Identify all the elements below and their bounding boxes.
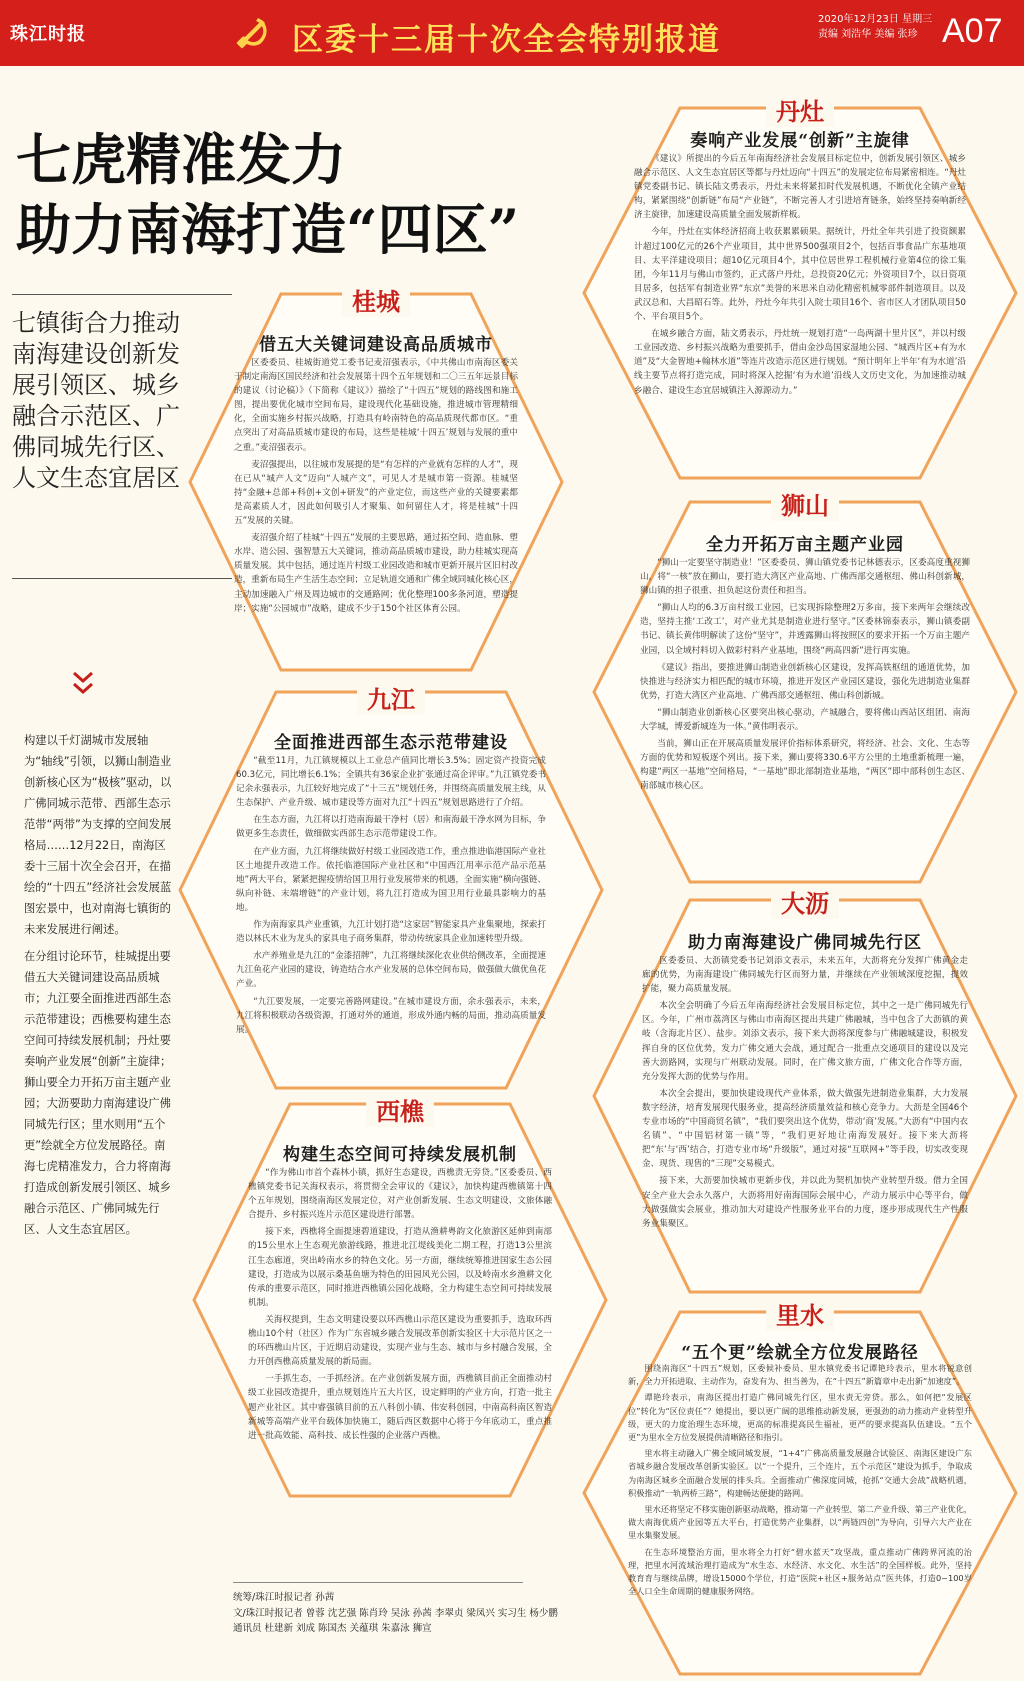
section-town-name: 丹灶 (766, 92, 834, 127)
section-body (234, 356, 518, 619)
section-shishan (590, 491, 1020, 886)
header-title: 区委十三届十次全会特别报道 (292, 22, 721, 58)
subheadline: 七镇街合力推动南海建设创新发展引领区、城乡融合示范区、广佛同城先行区、人文生态宜居区 (12, 309, 180, 492)
byline-correspondents: 通讯员 杜建新 刘成 陈国杰 关蕴琪 朱嘉泳 狮宣 (233, 1623, 432, 1634)
section-paragraph: 围绕南海区“十四五”规划，区委候补委员、里水镇党委书记谭艳玲表示，里水将锐意创新，全力开拓进取、主动作为，奋发有为、担当善为，在“十四五”新篇章中走出新“加速度”。 (628, 1363, 972, 1387)
main-headline (16, 125, 556, 265)
section-title: 构建生态空间可持续发展机制 (283, 1145, 517, 1165)
section-paragraph: 接下来，西樵将全面提速碧道建设，打造从渔耕粤韵文化旅游区延伸到南部的15公里水上生态观光旅游线路，推进北江堤线美化二期工程，打造13公里滨江生态廊道，突出岭南水乡的特色文化。另一方面，继续统筹推进国家生态公园建设，打造成为以展示桑基鱼塘为特色的田园风光公园，以及岭南水乡渔耕文化传承的重要示范区，同时推进西樵镇公园化战略，全力构建生态空间可持续发展机制。 (248, 1227, 552, 1308)
section-paragraph: 水产养殖业是九江的“金漆招牌”，九江将继续深化农业供给侧改革，全面提速九江鱼花产业园的建设，铸造结合水产业发展的总体空间布局，做强做大做优鱼花产业。 (236, 951, 546, 990)
section-paragraph: 在产业方面，九江将继续做好村级工业园改造工作，重点推进临港国际产业社区土地提升改造工作。依托临港国际产业社区和“中国西江用率示范产品示范基地”两大平台，紧紧把握疫情给国卫用行业发展带来的机遇，全面实施“横向强链、纵向补链、末端增链”的产业计划，将九江打造成为国卫用行业最具影响力的基地。 (236, 846, 546, 913)
section-body (634, 152, 966, 401)
byline-reporters: 文/珠江时报记者 曾蓉 沈艺强 陈肖玲 吴泳 孙茜 李翠贞 梁凤兴 实习生 杨少鹏 (233, 1607, 558, 1619)
section-town-name: 西樵 (366, 1092, 434, 1127)
section-body (642, 954, 968, 1234)
header-meta (818, 12, 932, 42)
section-paragraph: 里水将主动融入广佛全域同城发展，“1+4”广佛高质量发展融合试验区、南海区建设广东省城乡融合发展改革创新实验区。以“一个提升，三个连片，五个示范区”建设为抓手，争取成为南海区城乡全面融合发展的排头兵。全面推动广佛深度同城，抢抓“交通大会战”战略机遇，积极推动“一轨两桥三路”，构建畅达便捷的路网。 (628, 1448, 972, 1498)
section-paragraph: “作为佛山市首个森林小镇，抓好生态建设，西樵责无旁贷。”区委委员、西樵镇党委书记关海权表示，将贯彻全会审议的《建议》，加快构建西樵镇第十四个五年规划，围绕南海区发展定位，对产业创新发展、生态文明建设、文旅体融合提升、乡村振兴连片示范区建设进行部署。 (248, 1168, 552, 1221)
section-paragraph: 《建议》指出，要推进狮山制造业创新核心区建设，发挥高铁枢纽的通道优势，加快推进与经济实力相匹配的城市环境，推进开发区产业园区建设，强化先进制造业集群优势，打造大湾区产业高地、广佛西部交通枢纽、佛山科创新城。 (640, 662, 970, 701)
section-town-name: 九江 (357, 680, 425, 715)
section-paragraph: 本次全会明确了今后五年南海经济社会发展目标定位，其中之一是广佛同城先行区。今年，广州市荔湾区与佛山市南海区提出共建广佛融城，当中包含了大沥镇的黄岐（含海北片区）、盐步。刘添文表示，接下来大沥将深度参与广佛融城建设，积极发挥自身的区位优势，发力广佛交通大会战，通过配合一批重点交通项目的建设以及完善大沥路网，实现与广州联动发展。同时，在广佛文旅方面，广佛文化合作等方面，充分发挥大沥的优势与作用。 (642, 1001, 968, 1082)
byline (233, 1590, 653, 1637)
section-body (248, 1166, 552, 1446)
byline-rule (233, 1582, 523, 1583)
section-body (236, 754, 546, 1040)
byline-coordinator: 统筹/珠江时报记者 孙茜 (233, 1592, 335, 1603)
section-town-name: 大沥 (771, 884, 839, 919)
section-paragraph: “狮山人均的6.3万亩村级工业园，已实现拆除整理2万多亩，接下来两年会继续改造，坚持主推‘工改工’，对产业尤其是制造业进行坚守。”区委林锦泰表示，狮山镇委副书记、镇长黄伟明解读了这份“坚守”，并透露狮山将按照区的要求开拓一个万亩主题产业园，以全域村料切入做彩村料产业基地，围绕“两高四新”进行再实施。 (640, 603, 970, 656)
lead-paragraph-2: 在分组讨论环节，桂城提出要借五大关键词建设高品质城市；九江要全面推进西部生态示范带建设；西樵要构建生态空间可持续发展机制；丹灶要奏响产业发展“创新”主旋律；狮山要全力开拓万亩主题产业园；大沥要助力南海建设广佛同城先行区；里水则用“五个更”绘就全方位发展路径。南海七虎精准发力，合力将南海打造成创新发展引领区、城乡融合示范区、广佛同城先行区、人文生态宜居区。 (24, 950, 172, 1236)
header-banner (0, 0, 1024, 66)
section-xiqiao (190, 1097, 610, 1500)
section-paragraph: 本次全会提出，要加快建设现代产业体系，做大做强先进制造业集群，大力发展数字经济，培育发展现代服务业，提高经济质量效益和核心竞争力。大沥是全国46个专业市场的“中国商贸名镇”，“我们要突出这个优势，带动‘商’发展。”大沥有“中国内衣名镇”、“中国铝材第一镇”等，“我们更好地让南海发展好。接下来大沥将把“东’与‘西’结合，打造专业市场“升级版”，通过对接“互联网+”等手段，切实改变现金、现货、现售的“三现”交易模式。 (642, 1088, 968, 1170)
section-danzao (580, 97, 1020, 482)
section-paragraph: “狮山一定要坚守制造业！”区委委员、狮山镇党委书记林德表示，区委高度重视狮山，将“一核”放在狮山，要打造大湾区产业高地、广佛西部交通枢纽、佛山科创新城，狮山镇的担子很重、担负起这份责任和担当。 (640, 558, 970, 597)
section-paragraph: 在生态方面，九江将以打造南海最干净村（居）和南海最干净水网为目标，争做更多生态责任，做细做实西部生态示范带建设工作。 (236, 815, 546, 840)
section-paragraph: “狮山制造业创新核心区要突出核心驱动，产城融合，要将佛山西站区组团、南海大学城，博爱新城连为一体。”黄伟明表示。 (640, 707, 970, 733)
party-emblem-icon (232, 10, 274, 52)
section-paragraph: 麦沼强介绍了桂城“十四五”发展的主要思路，通过拓空间、造血脉、塑水岸、造公园、强智慧五大关键词，推动高品质城市建设，助力桂城实现高质量发展。其中包括，通过连片村级工业园改造和城市更新开展片区旧村改造，重新布局生产生活生态空间；立足轨道交通和广佛全域同城化核心区，主动加速融入广州及周边城市的交通路网；优化整理100多条河道，塑造提岸；实施“公园城市”战略，建成不少于150个社区体育公园。 (234, 533, 518, 614)
double-chevron-down-icon (71, 670, 95, 700)
section-jiujiang (176, 685, 606, 1092)
section-paragraph: 接下来，大沥要加快城市更新步伐，并以此为契机加快产业转型升级。借力全国安全产业大会永久落户，大沥将用好南海国际会展中心，产动力展示中心等平台，做大做强做实会展业，推动加大对建设产性服务业平台的力度，逐步形成现代生产性服务业集聚区。 (642, 1176, 968, 1229)
section-paragraph: 在城乡融合方面，陆文勇表示，丹灶统一规划打造“一岛两湖十里片区”，并以村级工业园改造、乡村振兴战略为重要抓手，借由金沙岛国家湿地公园、“城西片区+有为水道”及“大金智地+翰林水道”等连片改造示范区进行规划。“预计明年上半年‘有为水道’沿线主要节点将打造完成，同时将深入挖掘‘有为水道’沿线人文历史文化，为加速推动城乡融合、建设生态宜居城镇注入源源动力。” (634, 329, 966, 396)
section-paragraph: 区委委员、桂城街道党工委书记麦沼强表示，《中共佛山市南海区委关于制定南海区国民经济和社会发展第十四个五年规划和二〇三五年远景目标的建议（讨论稿）》（下简称《建议》）描绘了“十四五”规划的路线图和施工图，提出要优化城市空间布局，建设现代化基础设施，推进城市管理精细化，全面实施乡村振兴战略，打造具有岭南特色的高品质现代都市区。“重点突出了对高品质城市建设的布局，这些是桂城‘十四五’规划与发展的重中之重。”麦沼强表示。 (234, 358, 518, 453)
section-title: 全力开拓万亩主题产业园 (706, 535, 904, 555)
section-body (628, 1362, 972, 1601)
section-paragraph: 区委委员、大沥镇党委书记刘添文表示，未来五年，大沥将充分发挥广佛黄金走廊的优势，为南海建设广佛同城先行区而努力量，并继续在产业领域深度挖掘，提效扩能，聚力高质量发展。 (642, 956, 968, 995)
lead-text (24, 730, 172, 1246)
section-paragraph: 在生态环境整治方面，里水将全力打好“碧水蓝天”攻坚战，重点推动广佛跨界河流的治理，把里水河流域治理打造成为“水生态、水经济、水文化、水生活”的全国样板。此外，坚持教育育与继续品牌，增设15000个学位，打造“医院+社区+服务站点”医共体，打造0~100岁全人口全生命周期的健康服务网络。 (628, 1546, 972, 1597)
section-town-name: 里水 (766, 1296, 834, 1331)
newspaper-logo: 珠江时报 (10, 24, 86, 45)
page-number: A07 (942, 12, 1003, 50)
section-dali (590, 889, 1020, 1296)
main-headline-line-1: 七虎精准发力 (16, 127, 347, 192)
issue-date: 2020年12月23日 星期三 (818, 14, 933, 25)
section-title: 全面推进西部生态示范带建设 (274, 733, 508, 753)
section-paragraph: 今年，丹灶在实体经济招商上收获累累硕果。据统计，丹灶全年共引进了投资额累计超过100亿元的26个产业项目，其中世界500强项目2个，包括百事食品广东基地项目、太平洋建设项目；超10亿元项目4个，其中位居世界工程机械行业第4位的徐工集团，今年11月与佛山市签约，正式落户丹灶，总投资20亿元；外资项目7个，以日资项目居多，包括军有制造业界“东京”美誉的米思米自动化精密机械零部件制造项目。以及武汉总和、大昌昭石等。此外，丹灶今年共引入院士项目16个、省市区人才团队项目50个、平台项目5个。 (634, 227, 966, 323)
section-paragraph: “截至11月，九江镇规模以上工业总产值同比增长3.5%；固定资产投资完成60.3亿元，同比增长6.1%；全镇共有36家企业扩张通过高企评审。”九江镇党委书记余永强表示，九江较好地完成了“十三五”规划任务，并围绕高质量发展主线，从生态保护、产业升级、城市建设等方面对九江“十四五”规划思路进行了介绍。 (236, 756, 546, 809)
section-town-name: 桂城 (342, 282, 410, 317)
editor-credits: 责编 刘浩华 美编 张珍 (818, 29, 918, 40)
section-paragraph: 关海权提到，生态文明建设要以环西樵山示范区建设为重要抓手，选取环西樵山10个村（社区）作为广东省城乡融合发展改革创新实验区十大示范片区之一的环西樵山片区，于近期启动建设，实现产业与生态、城市与乡村融合发展，全力开创西樵高质量发展的新局面。 (248, 1314, 552, 1368)
section-paragraph: 里水还将坚定不移实施创新驱动战略，推动第一产业转型、第二产业升级、第三产业优化，做大南海优质产业园等五大平台，打造优势产业集群，以“两链四创”为导向，引导六大产业在里水集聚发展。 (628, 1504, 972, 1541)
section-body (640, 556, 970, 797)
section-paragraph: 当前，狮山正在开展高质量发展评价指标体系研究，将经济、社会、文化、生态等方面的优势和短板逐个列出。接下来，狮山要将330.6平方公里的土地重新梳理一遍，构建“两区一基地”空间格局，“一基地”即北部制造业基地，“两区”即中部科创生态区、南部城市核心区。 (640, 739, 970, 792)
section-guicheng (186, 287, 566, 674)
section-title: 奏响产业发展“创新”主旋律 (690, 131, 910, 151)
section-title: “五个更”绘就全方位发展路径 (681, 1343, 919, 1363)
section-town-name: 狮山 (771, 486, 839, 521)
lead-paragraph-1: 构建以千灯湖城市发展轴为“轴线”引领，以狮山制造业创新核心区为“极核”驱动，以广佛同城示范带、西部生态示范带“两带”为支撑的空间发展格局……12月22日，南海区委十三届十次全会召开，在描绘的“十四五”经济社会发展蓝图宏景中，也对南海七镇街的未来发展进行阐述。 (24, 734, 172, 936)
main-headline-line-2: 助力南海打造“四区” (16, 197, 520, 262)
section-paragraph: “九江要发展，一定要完善路网建设。”在城市建设方面，余永强表示，未来，九江将积极联动各级资源，打通对外的通道，形成外通内畅的局面，推动高质量发展。 (236, 996, 546, 1035)
section-paragraph: 《建议》所提出的今后五年南海经济社会发展目标定位中，创新发展引领区、城乡融合示范区、人文生态宜居区等都与丹灶迈向“十四五”的发展定位布局紧密相连。“丹灶镇党委副书记、镇长陆文勇表示，丹灶未来将紧扣时代发展机遇，不断优化全镇产业结构，紧紧围绕“创新链”布局“产业链”，不断完善人才引进培育链条，始终坚持奏响新经济主旋律，加速建设高质量全面发展新样板。 (634, 154, 966, 221)
section-paragraph: 麦沼强提出，以往城市发展提的是“有怎样的产业就有怎样的人才”，现在已从“城产人文”迈向“人城产文”，可见人才是城市第一资源。桂城坚持“金融+总部+科创+文创+研发”的产业定位，而这些产业的关键要素都是高素质人才，因此如何吸引人才聚集、如何留住人才，将是桂城“十四五”发展的关键。 (234, 459, 518, 527)
section-paragraph: 一手抓生态，一手抓经济。在产业创新发展方面，西樵镇目前正全面推动村级工业园改造提升，重点规划连片五大片区，设定鲜明的产业方向，打造一批主题产业社区。其中睿强镇目前的五八科创小镇、伟安科创园，中南高科南区智造新城等高端产业平台载体加快施工，随后西区数据中心将于今年底动工，重点推进一批高效能、高科技、成长性强的企业落户西樵。 (248, 1374, 552, 1441)
section-title: 借五大关键词建设高品质城市 (259, 335, 493, 355)
section-paragraph: 谭艳玲表示，南海区提出打造广佛同城先行区，里水责无旁贷。那么，如何把“发展区位”转化为“区位责任”？她提出，要以更广阔的思维推动新发展，更强劲的动力推动产业转型升级，更大的力度治理生态环境，更高的标准提高民生福祉，更严的要求提高队伍建设。“五个更”为里水全方位发展提供清晰路径和指引。 (628, 1392, 972, 1443)
section-title: 助力南海建设广佛同城先行区 (688, 933, 922, 953)
section-paragraph: 作为南海家具产业重镇，九江计划打造“这家居”智能家具产业集聚地，探索打造以林氏木业为龙头的家具电子商务集群，带动传统家具企业加速转型升级。 (236, 920, 546, 945)
